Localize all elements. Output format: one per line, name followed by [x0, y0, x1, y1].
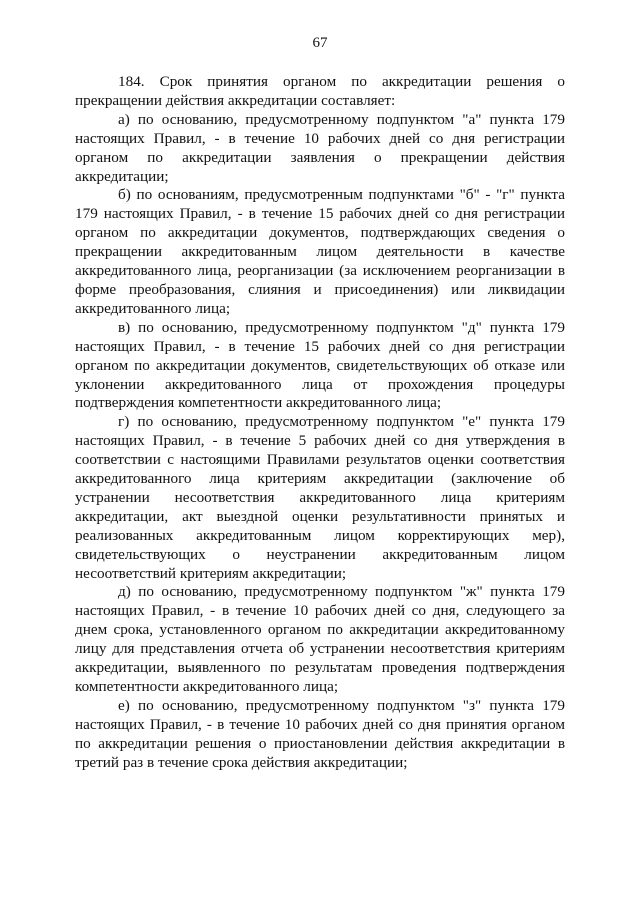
paragraph-item-d: д) по основанию, предусмотренному подпунктом "ж" пункта 179 настоящих Правил, - в течение 10 рабочих дней со дня, следующего за днем срока, установленного органом по аккредитации аккредитованному лицу для представления отчета об устранении несоответствия критериям аккредитации, выявленного по результатам проведения подтверждения компетентности аккредитованного лица; [75, 583, 565, 695]
paragraph-184-intro: 184. Срок принятия органом по аккредитации решения о прекращении действия аккредитации составляет: [75, 73, 565, 109]
paragraph-item-g: г) по основанию, предусмотренному подпунктом "е" пункта 179 настоящих Правил, - в течение 5 рабочих дней со дня утверждения в соответствии с настоящими Правилами результатов оценки соответствия аккредитованного лица критериям аккредитации (заключение об устранении несоответствия аккредитованного лица критериям аккредитации, акт выездной оценки результативности принятых и реализованных аккредитованным лицом корректирующих мер), свидетельствующих о неустранении аккредитованным лицом несоответствий критериям аккредитации; [75, 413, 565, 582]
page-number: 67 [312, 35, 328, 51]
paragraph-item-b: б) по основаниям, предусмотренным подпунктами "б" - "г" пункта 179 настоящих Правил, - в течение 15 рабочих дней со дня регистрации органом по аккредитации документов, подтверждающих сведения о прекращении аккредитованным лицом деятельности в качестве аккредитованного лица, реорганизации (за исключением реорганизации в форме преобразования, слияния и присоединения) или ликвидации аккредитованного лица; [75, 186, 565, 317]
paragraph-item-a: а) по основанию, предусмотренному подпунктом "а" пункта 179 настоящих Правил, - в течение 10 рабочих дней со дня регистрации органом по аккредитации заявления о прекращении действия аккредитации; [75, 110, 565, 185]
paragraph-item-e: е) по основанию, предусмотренному подпунктом "з" пункта 179 настоящих Правил, - в течение 10 рабочих дней со дня принятия органом по аккредитации решения о приостановлении действия аккредитации в третий раз в течение срока действия аккредитации; [75, 696, 565, 771]
document-body [75, 73, 565, 773]
paragraph-item-v: в) по основанию, предусмотренному подпунктом "д" пункта 179 настоящих Правил, - в течение 15 рабочих дней со дня регистрации органом по аккредитации документов, свидетельствующих об отказе или уклонении аккредитованного лица от прохождения процедуры подтверждения компетентности аккредитованного лица; [75, 318, 565, 412]
